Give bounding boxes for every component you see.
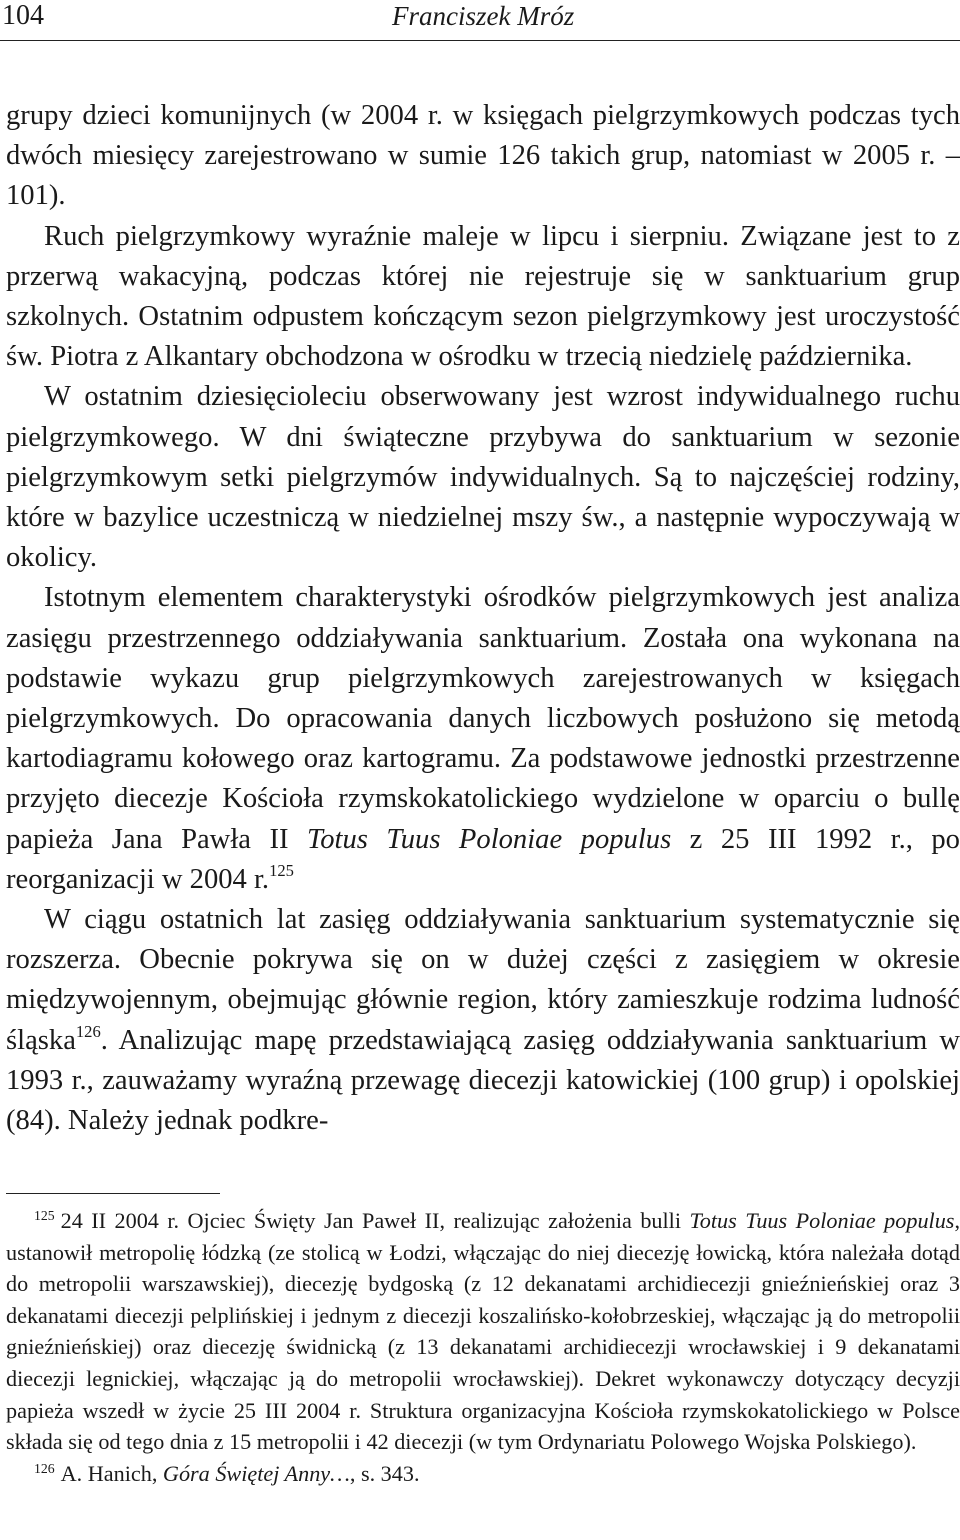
paragraph-text: W ciągu ostatnich lat zasięg oddziaływania sanktuarium systematycznie się rozszerza. Obecnie pokrywa się on w dużej części z zasięgiem w okresie międzywojennym, obejmując głównie region, który zamieszkuje rodzima ludność śląska — [6, 904, 960, 1056]
footnote-italic-title: Góra Świętej Anny… — [162, 1460, 350, 1486]
footnote-text: 24 II 2004 r. Ojciec Święty Jan Paweł II, realizując założenia bulli — [60, 1208, 690, 1233]
paragraph — [6, 578, 960, 900]
paragraph-continued — [6, 96, 960, 217]
footnote-italic-title: Totus Tuus Poloniae populus — [689, 1208, 955, 1233]
footnote-separator — [6, 1193, 220, 1194]
footnotes — [6, 1205, 960, 1489]
footnote-125 — [6, 1205, 960, 1458]
footnote-text: , s. 343. — [349, 1460, 420, 1486]
main-text — [6, 96, 960, 1141]
footnote-number: 125 — [34, 1207, 55, 1223]
page-header — [0, 0, 960, 41]
paragraph-text: z 25 III 1992 r., po reorganizacji w 2004 r. — [6, 823, 960, 895]
paragraph-text: W ostatnim dziesięcioleciu obserwowany jest wzrost indywidualnego ruchu pielgrzymkowego. W dni świąteczne przybywa do sanktuarium w sezonie pielgrzymkowym setki pielgrzymów indywidualnych. Są to najczęściej rodziny, które w bazylice uczestniczą w niedzielnej mszy św., a następnie wypoczywają w okolicy. — [6, 381, 960, 574]
footnote-number: 126 — [34, 1460, 55, 1476]
bull-title: Totus Tuus Poloniae populus — [306, 823, 672, 855]
paragraph-text: grupy dzieci komunijnych (w 2004 r. w księgach pielgrzymkowych podczas tych dwóch miesięcy zarejestrowano w sumie 126 takich grup, natomiast w 2005 r. – 101). — [6, 100, 960, 212]
footnote-text: A. Hanich, — [60, 1460, 163, 1486]
paragraph — [6, 377, 960, 578]
page-number: 104 — [2, 0, 44, 31]
footnote-126 — [6, 1458, 960, 1490]
paragraph-text: . Analizując mapę przedstawiającą zasięg oddziaływania sanktuarium w 1993 r., zauważamy wyraźną przewagę diecezji katowickiej (100 grup) i opolskiej (84). Należy jednak podkre- — [6, 1024, 960, 1137]
running-head-author: Franciszek Mróz — [392, 1, 575, 31]
paragraph-text: Ruch pielgrzymkowy wyraźnie maleje w lipcu i sierpniu. Związane jest to z przerwą wakacyjną, podczas której nie rejestruje się w sanktuarium grup szkolnych. Ostatnim odpustem kończącym sezon pielgrzymkowy jest uroczystość św. Piotra z Alkantary obchodzona w ośrodku w trzecią niedzielę października. — [6, 220, 960, 373]
paragraph — [6, 217, 960, 378]
footnote-ref-126[interactable]: 126 — [75, 1021, 101, 1041]
footnote-ref-125[interactable]: 125 — [269, 860, 294, 880]
paragraph — [6, 900, 960, 1141]
footnote-text: , ustanowił metropolię łódzką (ze stolicą w Łodzi, włączając do niej diecezję łowicką, która należała dotąd do metropolii warszawskiej), diecezję bydgoską (z 12 dekanatami archidiecezji gnieźnieńskiej oraz 3 dekanatami diecezji pelplińskiej i jednym z diecezji koszalińsko-kołobrzeskiej, włączając ją do metropolii gnieźnieńskiej) oraz diecezję świdnicką (z 13 dekanatami archidiecezji wrocławskiej i 9 dekanatami diecezji legnickiej, włączając ją do metropolii wrocławskiej). Dekret wykonawczy dotyczący decyzji papieża wszedł w życie 25 III 2004 r. Struktura organizacyjna Kościoła rzymskokatolickiego w Polsce składa się od tego dnia z 15 metropolii i 42 diecezji (w tym Ordynariatu Polowego Wojska Polskiego). — [6, 1208, 960, 1455]
paragraph-text: Istotnym elementem charakterystyki ośrodków pielgrzymkowych jest analiza zasięgu przestrzennego oddziaływania sanktuarium. Została ona wykonana na podstawie wykazu grup pielgrzymkowych zarejestrowanych w księgach pielgrzymkowych. Do opracowania danych liczbowych posłużono się metodą kartodiagramu kołowego oraz kartogramu. Za podstawowe jednostki przestrzenne przyjęto diecezje Kościoła rzymskokatolickiego wydzielone w oparciu o bullę papieża Jana Pawła II — [6, 582, 960, 855]
